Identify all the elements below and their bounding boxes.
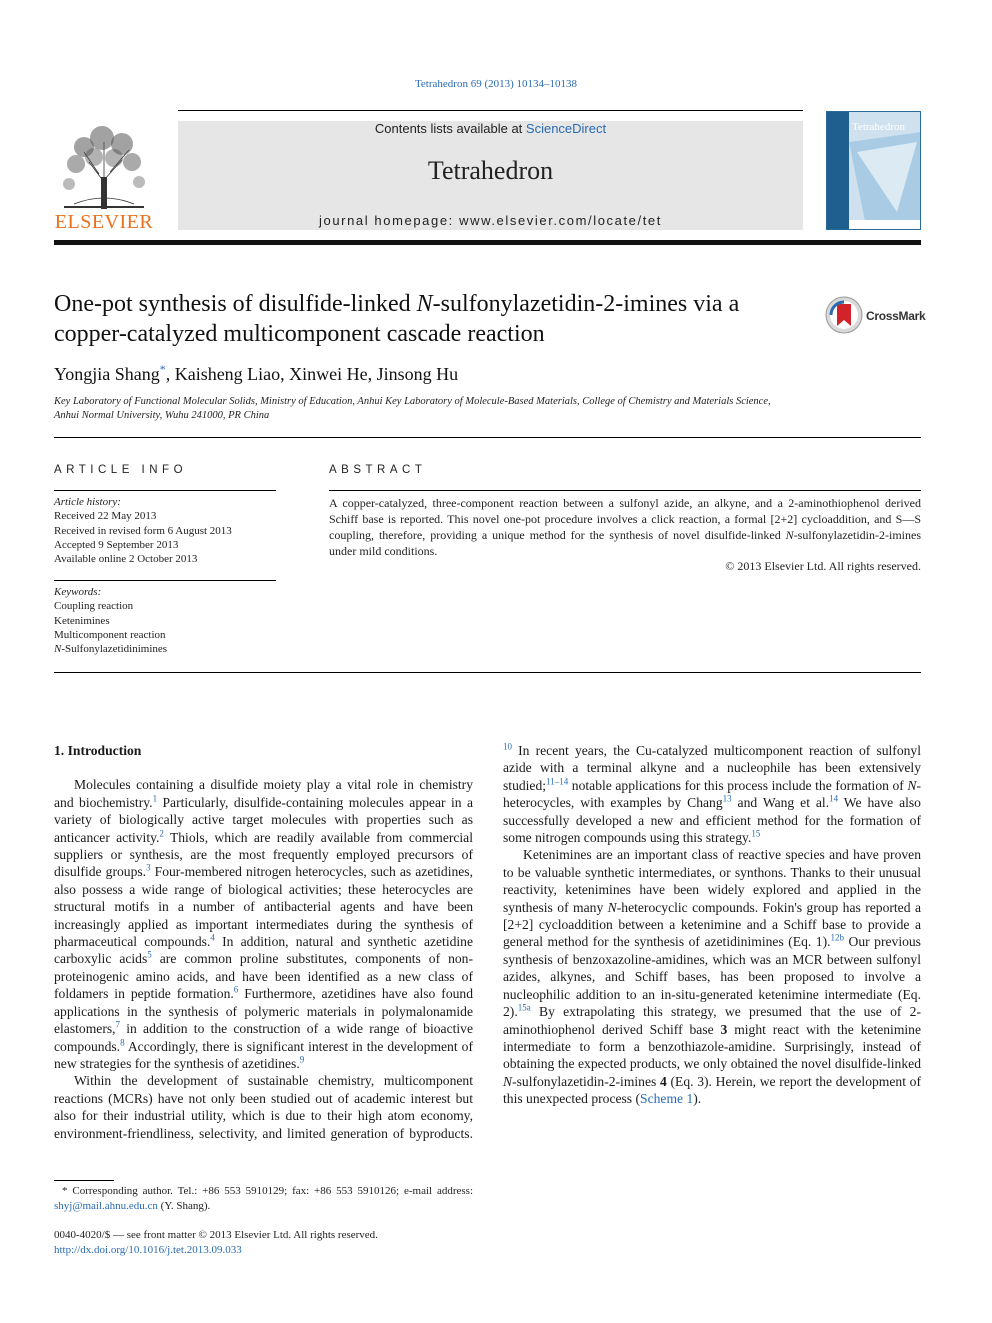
paper-title: One-pot synthesis of disulfide-linked N-sulfonylazetidin-2-imines via a copper-catalyzed multicomponent cascade reaction	[54, 291, 740, 347]
reference-link[interactable]: 1	[152, 793, 158, 804]
article-history	[54, 495, 276, 566]
divider	[329, 490, 921, 491]
divider	[54, 490, 276, 491]
reference-link[interactable]: 9	[299, 1054, 305, 1065]
reference-link[interactable]: 8	[120, 1036, 125, 1047]
reference-link[interactable]: 3	[146, 862, 151, 873]
paragraph: Ketenimines are an important class of reactive species and have proven to be valuable synthetic intermediates, or synthons. Thanks to their unusual reactivity, ketenimines have been widely explored and applied in the synthesis of many N-heterocyclic compounds. Fokin's group has reported a [2+2] cycloaddition between a ketenimine and a Schiff base to provide a general method for the synthesis of azetidinimines (Eq. 1).$^{12b}$ Our previous synthesis of benzoxazoline-amidines, which was an MCR between sulfonyl azides, alkynes, and Schiff bases, has been proposed to involve a nucleophilic addition to an in-situ-generated ketenimine intermediate (Eq. 2).$^{15a}$ By extrapolating this strategy, we presumed that the use of 2-aminothiophenol derived Schiff base 3 might react with the ketenimine intermediate to form a benzothiazole-amidine. Surprisingly, instead of obtaining the expected products, we only obtained the novel disulfide-linked N-sulfonylazetidin-2-imines 4 (Eq. 3). Herein, we report the development of this unexpected process (Scheme 1).	[503, 847, 922, 1107]
reference-link[interactable]: 7	[115, 1019, 121, 1030]
body-column-right	[503, 742, 921, 1108]
section-heading: 1. Introduction	[54, 743, 142, 758]
reference-link[interactable]: 15	[751, 828, 761, 839]
crossmark-label[interactable]: CrossMark	[866, 309, 926, 323]
body-column-left	[54, 742, 473, 1142]
footnote-rule	[54, 1180, 114, 1181]
author-name[interactable]: Yongjia Shang	[54, 364, 160, 384]
reference-link[interactable]: 6	[233, 984, 239, 995]
keyword: Multicomponent reaction	[54, 628, 166, 641]
crossmark-icon[interactable]	[825, 296, 863, 334]
reference-link[interactable]: 12b	[830, 932, 844, 943]
doi-link[interactable]: http://dx.doi.org/10.1016/j.tet.2013.09.033	[54, 1244, 242, 1256]
paragraph-continued: $^{10}$ In recent years, the Cu-catalyzed multicomponent reaction of sulfonyl azide with a terminal alkyne and a nucleophile has been extensively studied;$^{11-14}$ notable applications for this process include the formation of N-heterocycles, with examples by Chang$^{13}$ and Wang et al.$^{14}$ We have also successfully developed a new and efficient method for the formation of some nitrogen compounds using this strategy.$^{15}$	[503, 741, 921, 846]
journal-title: Tetrahedron	[427, 156, 554, 185]
reference-link[interactable]: 15a	[517, 1002, 531, 1013]
abstract-heading: ABSTRACT	[329, 464, 427, 476]
divider	[54, 437, 921, 438]
keywords-label: Keywords:	[54, 586, 102, 598]
paragraph: Within the development of sustainable chemistry, multicomponent reactions (MCRs) have not only been studied out of academic interest but also for their industrial utility, which is due to their high atom economy, environment-friendliness, selectivity, and limited generation of byproducts.	[54, 1073, 473, 1141]
reference-link[interactable]: 13	[722, 793, 732, 804]
history-label: Article history:	[54, 496, 121, 508]
reference-link[interactable]: 5	[147, 949, 152, 960]
online-date: Available online 2 October 2013	[54, 553, 198, 566]
reference-link[interactable]: 2	[159, 828, 164, 839]
corresponding-author-footnote: * Corresponding author. Tel.: +86 553 5910129; fax: +86 553 5910126; e-mail address: shyj@mail.ahnu.edu.cn (Y. Shang).	[54, 1185, 473, 1212]
reference-link[interactable]: 10	[503, 741, 512, 752]
sciencedirect-link[interactable]: ScienceDirect	[525, 121, 607, 136]
author-list: Yongjia Shang*, Kaisheng Liao, Xinwei He, Jinsong Hu	[54, 362, 459, 384]
divider	[54, 672, 921, 673]
email-link[interactable]: shyj@mail.ahnu.edu.cn	[54, 1200, 158, 1212]
reference-link[interactable]: 4	[210, 932, 215, 943]
copyright: © 2013 Elsevier Ltd. All rights reserved.	[725, 559, 921, 573]
issn-line: 0040-4020/$ — see front matter © 2013 Elsevier Ltd. All rights reserved.	[54, 1229, 378, 1241]
elsevier-wordmark: ELSEVIER	[54, 211, 154, 233]
divider	[54, 580, 276, 581]
keywords	[54, 585, 276, 656]
header-thick-rule	[54, 240, 921, 245]
scheme-link[interactable]: Scheme 1	[640, 1091, 694, 1107]
keyword: Ketenimines	[54, 614, 110, 627]
revised-date: Received in revised form 6 August 2013	[54, 524, 232, 537]
front-matter	[54, 1228, 473, 1258]
received-date: Received 22 May 2013	[54, 510, 157, 523]
accepted-date: Accepted 9 September 2013	[54, 538, 179, 551]
cover-title: Tetrahedron	[852, 121, 905, 133]
abstract-text: A copper-catalyzed, three-component reaction between a sulfonyl azide, an alkyne, and a 2-aminothiophenol derived Schiff base is reported. This novel one-pot procedure involves a click reaction, a formal [2+2] cycloaddition, and S—S coupling, therefore, providing a unique method for the synthesis of novel disulfide-linked N-sulfonylazetidin-2-imines under mild conditions.	[329, 496, 921, 558]
journal-citation[interactable]: Tetrahedron 69 (2013) 10134–10138	[414, 78, 578, 90]
contents-line: Contents lists available at ScienceDirect	[374, 121, 607, 136]
journal-homepage[interactable]: journal homepage: www.elsevier.com/locate/tet	[319, 213, 662, 228]
affiliation: Key Laboratory of Functional Molecular Solids, Ministry of Education, Anhui Key Laboratory of Molecule-Based Materials, College of Chemistry and Materials Science, Anhui Normal University, Wuhu 241000, PR China	[54, 396, 771, 421]
top-rule	[178, 110, 803, 111]
paragraph: Molecules containing a disulfide moiety play a vital role in chemistry and biochemistry.$^1$ Particularly, disulfide-containing molecules appear in a variety of biologically active target molecules with properties such as anticancer activity.$^2$ Thiols, which are readily available from commercial suppliers or synthesis, are the most frequently employed precursors of disulfide groups.$^3$ Four-membered nitrogen heterocycles, such as azetidines, also possess a wide range of biological activities; these heterocycles are structural motifs in a number of antibacterial agents and have been increasingly applied as important intermediates during the synthesis of pharmaceutical compounds.$^4$ In addition, natural and synthetic azetidine carboxylic acids$^5$ are common proline substitutes, components of non-proteinogenic amino acids, and have been identified as a new class of foldamers in peptide formation.$^6$ Furthermore, azetidines have also found applications in the synthesis of polymeric materials in polymalonamide elastomers,$^7$ in addition to the construction of a wide range of bioactive compounds.$^8$ Accordingly, there is significant interest in the development of new strategies for the synthesis of azetidines.$^9$	[54, 777, 474, 1071]
reference-link[interactable]: 11–14	[546, 776, 569, 787]
keyword: N-Sulfonylazetidinimines	[54, 643, 168, 656]
keyword: Coupling reaction	[54, 600, 134, 613]
journal-cover-image	[826, 111, 921, 230]
corresponding-author-mark[interactable]: *	[159, 362, 166, 376]
article-info-heading: ARTICLE INFO	[54, 464, 188, 476]
reference-link[interactable]: 14	[829, 793, 839, 804]
